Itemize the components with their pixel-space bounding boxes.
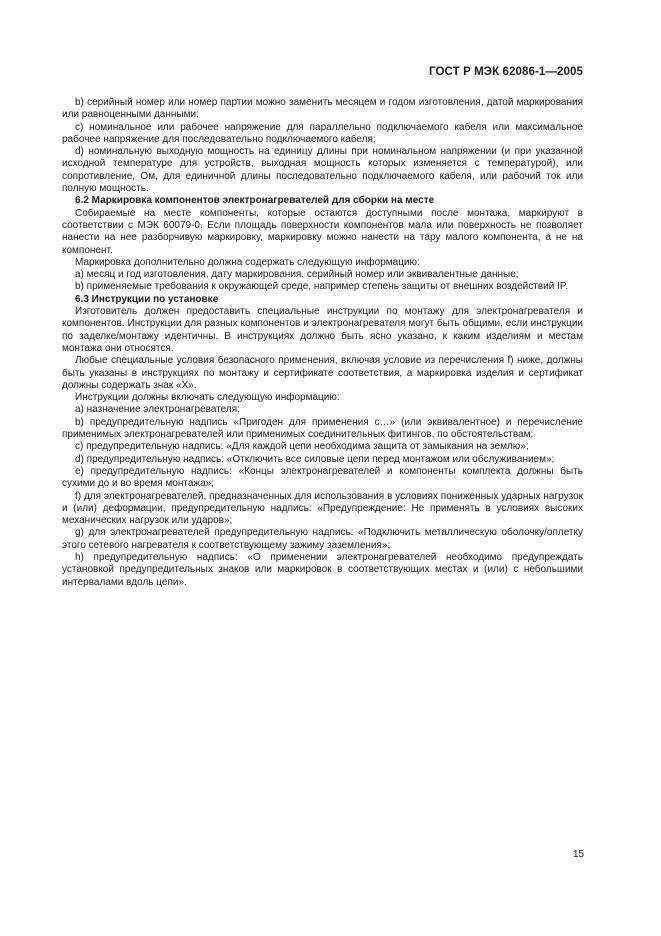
paragraph: e) предупредительную надпись: «Концы электронагревателей и компоненты комплекта должны быть сухими до и во время монтажа»; — [62, 465, 583, 490]
section-heading-6-3: 6.3 Инструкции по установке — [75, 293, 219, 305]
paragraph: c) номинальное или рабочее напряжение для параллельно подключаемого кабеля или максимальное рабочее напряжение для последовательно подключаемого кабеля; — [62, 121, 583, 145]
paragraph: g) для электронагревателей предупредительную надпись: «Подключить металлическую оболочку/оплетку этого сетевого нагревателя к соответствующему зажиму заземления»; — [62, 527, 583, 551]
paragraph: Маркировка дополнительно должна содержать следующую информацию: — [75, 256, 420, 268]
paragraph: b) применяемые требования к окружающей среде, например степень защиты от внешних воздействий IP. — [75, 281, 569, 293]
paragraph: f) для электронагревателей, предназначенных для использования в условиях пониженных ударных нагрузок и (или) деформации, предупредительную надпись: «Предупреждение: Не применять в условиях высоких механических нагрузок или ударов»; — [62, 490, 583, 527]
section-heading-6-2: 6.2 Маркировка компонентов электронагревателей для сборки на месте — [75, 195, 435, 207]
paragraph: Изготовитель должен предоставить специальные инструкции по монтажу для электронагревателя и компонентов. Инструкции для разных компонентов и электронагревателя могут быть общими, если инструкции по заделке/монтажу идентичны. В инструкциях должно быть ясно указано, к каким изделиям и местам монтажа они относятся. — [62, 306, 583, 354]
paragraph: b) предупредительную надпись «Пригоден для применения с…» (или эквивалентное) и перечисление применимых электронагревателей или применимых соединительных фитингов, по обстоятельствам; — [62, 416, 583, 441]
document-body — [62, 97, 583, 589]
paragraph: h) предупредительную надпись: «О применении электронагревателей необходимо предупреждать установкой предупредительных знаков или маркировок в соответствующих местах и (или) с небольшими интервалами вдоль цепи». — [62, 551, 583, 588]
paragraph: d) номинальную выходную мощность на единицу длины при номинальном напряжении (и при указанной исходной температуре для устройств, выходная мощность которых изменяется с температурой), или сопротивление, Ом, для единичной длины последовательно подключаемого кабеля, или рабочий ток или полную мощность. — [62, 146, 583, 195]
paragraph: b) серийный номер или номер партии можно заменить месяцем и годом изготовления, датой маркирования или равноценными данными; — [62, 97, 583, 121]
paragraph: c) предупредительную надпись: «Для каждой цепи необходима защита от замыкания на землю»; — [75, 441, 529, 453]
paragraph: Собираемые на месте компоненты, которые остаются доступными после монтажа, маркируют в соответствии с МЭК 60079-0. Если площадь поверхности компонентов мала или поверхность не позволяет нанести на нее разборчивую маркировку, маркировку можно нанести на тару малого компонента, а не на компонент. — [62, 207, 583, 256]
paragraph: d) предупредительную надпись: «Отключить все силовые цепи перед монтажом или обслуживанием»; — [75, 453, 555, 465]
document-header: ГОСТ Р МЭК 62086-1—2005 — [429, 66, 583, 78]
page-number: 15 — [573, 849, 585, 860]
paragraph: a) назначение электронагревателя; — [75, 404, 240, 416]
paragraph: a) месяц и год изготовления, дату маркирования, серийный номер или эквивалентные данные; — [75, 269, 519, 281]
paragraph: Инструкции должны включать следующую информацию: — [75, 392, 340, 404]
paragraph: Любые специальные условия безопасного применения, включая условие из перечисления f) ниже, должны быть указаны в инструкциях по монтажу и сертификате соответствия, а маркировка изделия и сертификат должны содержать знак «X». — [62, 355, 583, 391]
